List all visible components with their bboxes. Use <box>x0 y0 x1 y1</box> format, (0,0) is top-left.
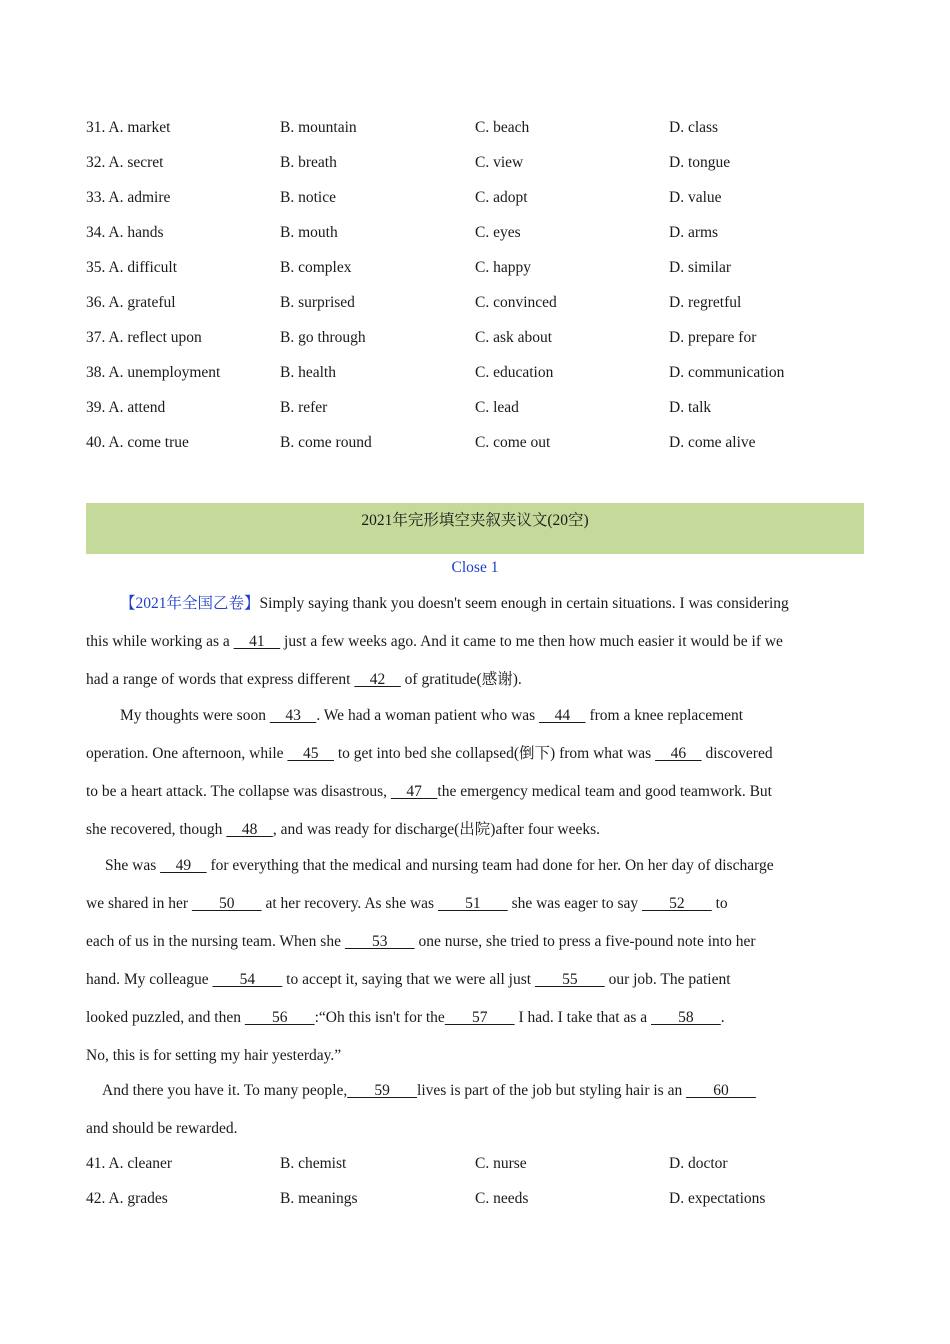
blank-49: 49 <box>160 857 207 874</box>
option-a: 32. A. secret <box>86 154 164 171</box>
blank-54: 54 <box>212 971 283 988</box>
option-d: D. regretful <box>669 294 742 311</box>
blank-44: 44 <box>539 707 586 724</box>
option-a: 37. A. reflect upon <box>86 329 202 346</box>
passage-line: and should be rewarded. <box>86 1120 238 1137</box>
passage-line: My thoughts were soon 43 . We had a woman patient who was 44 from a knee replacement <box>120 707 744 724</box>
passage-line: And there you have it. To many people, 59 lives is part of the job but styling hair is an 60 <box>102 1082 756 1099</box>
option-b: B. notice <box>280 189 336 206</box>
option-c: C. lead <box>475 399 519 416</box>
passage-line: 【2021年全国乙卷】Simply saying thank you doesn't seem enough in certain situations. I was considering <box>120 595 789 612</box>
option-b: B. breath <box>280 154 337 171</box>
option-d: D. similar <box>669 259 731 276</box>
option-row-35 <box>86 258 864 293</box>
passage-line: She was 49 for everything that the medical and nursing team had done for her. On her day of discharge <box>105 857 774 874</box>
option-b: B. meanings <box>280 1190 358 1207</box>
option-c: C. ask about <box>475 329 553 346</box>
section-title: 2021年完形填空夹叙夹议文(20空) <box>361 512 589 529</box>
option-b: B. refer <box>280 399 328 416</box>
option-b: B. go through <box>280 329 366 346</box>
blank-53: 53 <box>344 933 415 950</box>
option-row-31 <box>86 118 864 153</box>
passage-line: we shared in her 50 at her recovery. As she was 51 she was eager to say 52 to <box>86 895 728 912</box>
blank-51: 51 <box>437 895 508 912</box>
option-row-36 <box>86 293 864 328</box>
option-c: C. education <box>475 364 554 381</box>
option-d: D. tongue <box>669 154 731 171</box>
option-row-34 <box>86 223 864 258</box>
option-d: D. talk <box>669 399 712 416</box>
blank-50: 50 <box>191 895 262 912</box>
passage-line: had a range of words that express different 42 of gratitude(感谢). <box>86 671 522 688</box>
blank-58: 58 <box>651 1009 721 1026</box>
option-c: C. come out <box>475 434 551 451</box>
passage-line: she recovered, though 48 , and was ready for discharge(出院)after four weeks. <box>86 821 601 838</box>
option-b: B. mountain <box>280 119 357 136</box>
source-tag: 【2021年全国乙卷】 <box>120 595 260 612</box>
option-a: 33. A. admire <box>86 189 171 206</box>
option-a: 41. A. cleaner <box>86 1155 173 1172</box>
passage-line: to be a heart attack. The collapse was disastrous, 47 the emergency medical team and good teamwork. But <box>86 783 772 800</box>
option-d: D. prepare for <box>669 329 757 346</box>
option-b: B. come round <box>280 434 372 451</box>
option-row-41 <box>86 1154 864 1189</box>
option-row-38 <box>86 363 864 398</box>
passage-line: looked puzzled, and then 56 :“Oh this isn't for the 57 I had. I take that as a 58 . <box>86 1009 725 1026</box>
option-d: D. communication <box>669 364 785 381</box>
option-a: 34. A. hands <box>86 224 164 241</box>
blank-43: 43 <box>269 707 317 724</box>
option-a: 40. A. come true <box>86 434 189 451</box>
option-b: B. complex <box>280 259 352 276</box>
option-row-37 <box>86 328 864 363</box>
option-c: C. convinced <box>475 294 557 311</box>
option-a: 31. A. market <box>86 119 171 136</box>
passage-line: No, this is for setting my hair yesterday.” <box>86 1047 342 1064</box>
blank-60: 60 <box>686 1082 756 1099</box>
option-row-39 <box>86 398 864 433</box>
option-d: D. value <box>669 189 722 206</box>
option-c: C. happy <box>475 259 531 276</box>
option-c: C. beach <box>475 119 530 136</box>
option-a: 35. A. difficult <box>86 259 177 276</box>
option-d: D. arms <box>669 224 719 241</box>
option-row-32 <box>86 153 864 188</box>
option-a: 36. A. grateful <box>86 294 176 311</box>
blank-42: 42 <box>354 671 401 688</box>
option-a: 38. A. unemployment <box>86 364 221 381</box>
option-d: D. doctor <box>669 1155 728 1172</box>
passage-line: this while working as a 41 just a few weeks ago. And it came to me then how much easier it would be if we <box>86 633 783 650</box>
option-c: C. needs <box>475 1190 529 1207</box>
option-b: B. health <box>280 364 336 381</box>
blank-48: 48 <box>226 821 273 838</box>
passage-line: each of us in the nursing team. When she 53 one nurse, she tried to press a five-pound note into her <box>86 933 756 950</box>
option-d: D. expectations <box>669 1190 766 1207</box>
option-a: 39. A. attend <box>86 399 166 416</box>
blank-52: 52 <box>642 895 712 912</box>
option-c: C. eyes <box>475 224 521 241</box>
option-c: C. nurse <box>475 1155 527 1172</box>
passage-line: operation. One afternoon, while 45 to get into bed she collapsed(倒下) from what was 46 discovered <box>86 745 773 762</box>
option-row-42 <box>86 1189 864 1224</box>
section-banner <box>86 503 864 554</box>
blank-56: 56 <box>244 1009 315 1026</box>
blank-45: 45 <box>287 745 334 762</box>
option-row-40 <box>86 433 864 468</box>
close-label: Close 1 <box>451 559 499 576</box>
option-b: B. mouth <box>280 224 338 241</box>
blank-59: 59 <box>347 1082 418 1099</box>
option-b: B. chemist <box>280 1155 347 1172</box>
blank-47: 47 <box>390 783 438 800</box>
blank-55: 55 <box>534 971 605 988</box>
blank-46: 46 <box>655 745 702 762</box>
option-d: D. class <box>669 119 719 136</box>
option-c: C. view <box>475 154 524 171</box>
blank-57: 57 <box>444 1009 515 1026</box>
blank-41: 41 <box>233 633 281 650</box>
option-d: D. come alive <box>669 434 756 451</box>
option-b: B. surprised <box>280 294 355 311</box>
option-c: C. adopt <box>475 189 528 206</box>
option-a: 42. A. grades <box>86 1190 168 1207</box>
passage-line: hand. My colleague 54 to accept it, saying that we were all just 55 our job. The patient <box>86 971 731 988</box>
option-row-33 <box>86 188 864 223</box>
